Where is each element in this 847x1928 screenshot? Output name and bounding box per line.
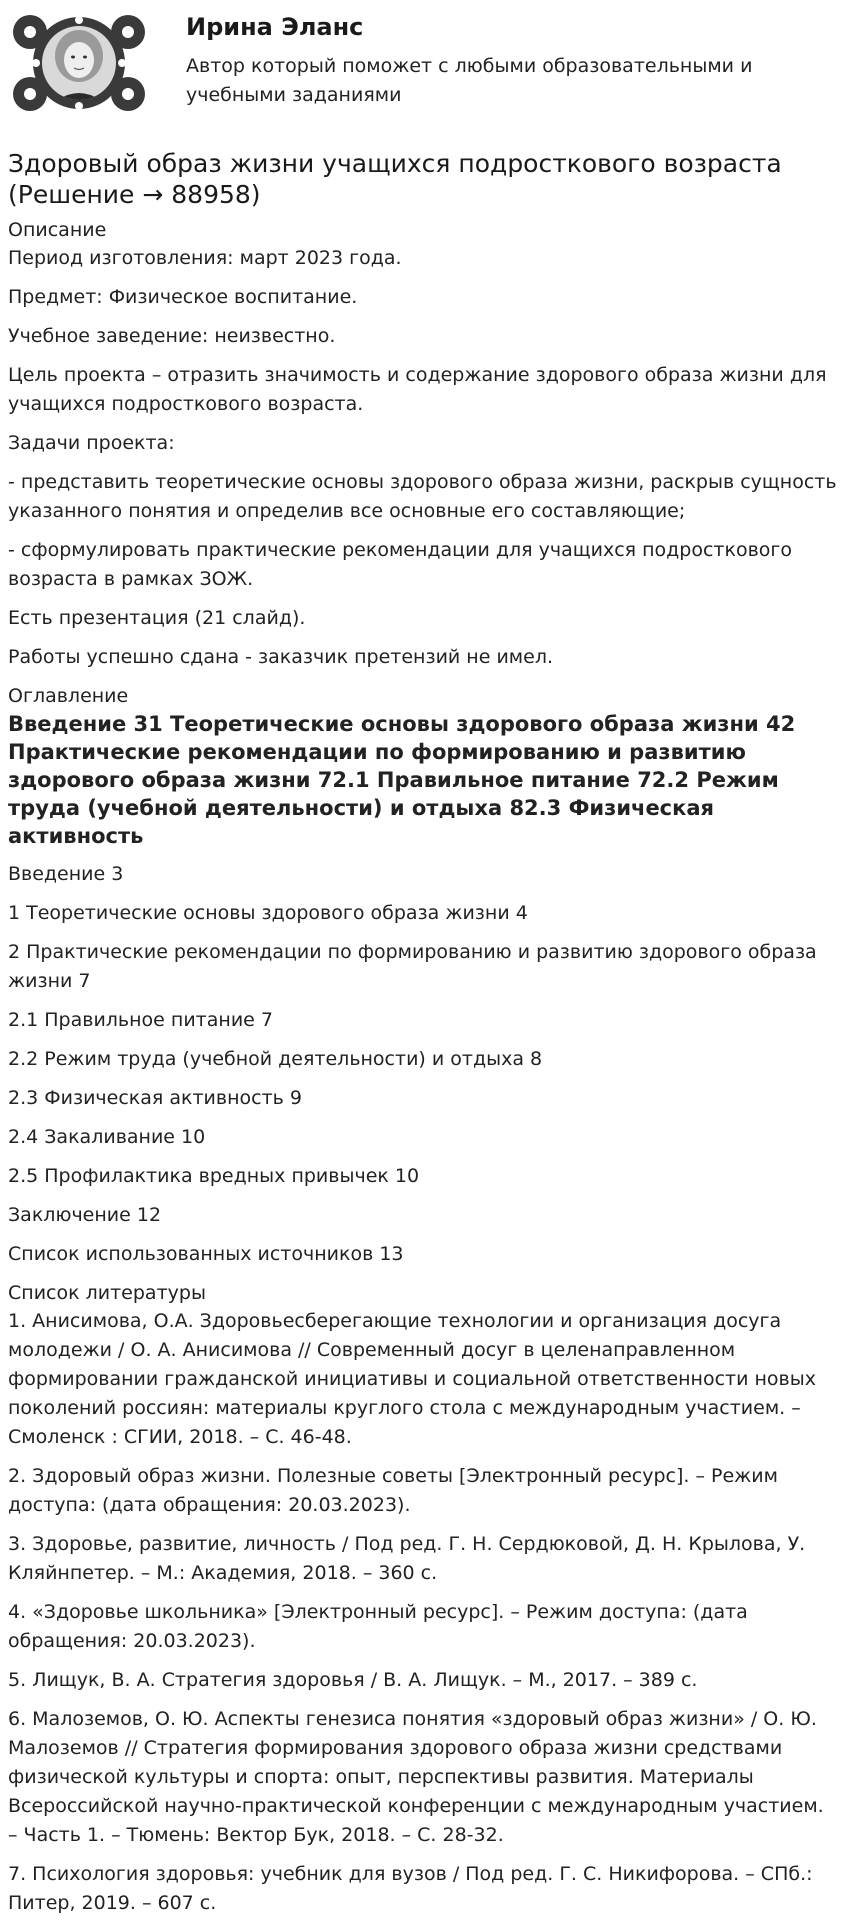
toc-item: 2.4 Закаливание 10: [8, 1126, 206, 1148]
toc-heading: Введение 31 Теоретические основы здорового образа жизни 42 Практические рекомендации по формированию и развитию здорового образа жизни 72.1 Правильное питание 72.2 Режим труда (учебной деятельности) и отдыха 82.3 Физическая активность: [8, 712, 796, 848]
toc-list: [8, 860, 838, 1269]
reference-item: 2. Здоровый образ жизни. Полезные советы [Электронный ресурс]. – Режим доступа: (дата обращения: 20.03.2023).: [8, 1465, 778, 1516]
author-avatar: [8, 8, 150, 118]
description-paragraph: Задачи проекта:: [8, 432, 175, 454]
toc-item: 1 Теоретические основы здорового образа жизни 4: [8, 902, 528, 924]
reference-item: 5. Лищук, В. А. Стратегия здоровья / В. А. Лищук. – М., 2017. – 389 с.: [8, 1669, 698, 1691]
toc-item: Список использованных источников 13: [8, 1243, 404, 1265]
toc-item: Введение 3: [8, 863, 124, 885]
description-paragraph: - сформулировать практические рекомендации для учащихся подросткового возраста в рамках ЗОЖ.: [8, 539, 793, 590]
work-title: Здоровый образ жизни учащихся подросткового возраста (Решение → 88958): [8, 149, 782, 209]
reference-item: 3. Здоровье, развитие, личность / Под ред. Г. Н. Сердюковой, Д. Н. Крылова, У. Кляйнпетер. – М.: Академия, 2018. – 360 с.: [8, 1533, 806, 1584]
author-description: Автор который поможет с любыми образовательными и учебными заданиями: [186, 55, 753, 106]
description-section: [8, 244, 838, 672]
reference-item: 6. Малоземов, О. Ю. Аспекты генезиса понятия «здоровый образ жизни» / О. Ю. Малоземов // Стратегия формирования здорового образа жизни средствами физической культуры и спорта: опыт, перспективы развития. Материалы Всероссийской научно-практической конференции с международным участием. – Часть 1. – Тюмень: Вектор Бук, 2018. – С. 28-32.: [8, 1708, 824, 1846]
description-paragraph: - представить теоретические основы здорового образа жизни, раскрыв сущность указанного понятия и определив все основные его составляющие;: [8, 471, 837, 522]
toc-item: 2.1 Правильное питание 7: [8, 1009, 273, 1031]
references-list: [8, 1307, 838, 1918]
description-paragraph: Предмет: Физическое воспитание.: [8, 286, 358, 308]
reference-item: 7. Психология здоровья: учебник для вузов / Под ред. Г. С. Никифорова. – СПб.: Питер, 2019. – 607 с.: [8, 1863, 813, 1914]
reference-item: 4. «Здоровье школьника» [Электронный ресурс]. – Режим доступа: (дата обращения: 20.03.2023).: [8, 1601, 748, 1652]
references-label: Список литературы: [8, 1282, 206, 1304]
description-paragraph: Период изготовления: март 2023 года.: [8, 247, 402, 269]
toc-item: 2 Практические рекомендации по формированию и развитию здорового образа жизни 7: [8, 941, 817, 992]
description-paragraph: Учебное заведение: неизвестно.: [8, 325, 336, 347]
description-paragraph: Цель проекта – отразить значимость и содержание здорового образа жизни для учащихся подросткового возраста.: [8, 364, 827, 415]
author-header: [0, 0, 847, 125]
description-paragraph: Работы успешно сдана - заказчик претензий не имел.: [8, 646, 554, 668]
description-paragraph: Есть презентация (21 слайд).: [8, 607, 306, 629]
toc-item: 2.2 Режим труда (учебной деятельности) и отдыха 8: [8, 1048, 543, 1070]
work-content: [8, 148, 838, 1928]
toc-item: Заключение 12: [8, 1204, 162, 1226]
reference-item: 1. Анисимова, О.А. Здоровьесберегающие технологии и организация досуга молодежи / О. А. Анисимова // Современный досуг в целенаправленном формировании гражданской инициативы и социальной ответственности новых поколений россиян: материалы круглого стола с международным участием. – Смоленск : СГИИ, 2018. – С. 46-48.: [8, 1310, 817, 1448]
toc-label: Оглавление: [8, 685, 129, 707]
toc-item: 2.5 Профилактика вредных привычек 10: [8, 1165, 420, 1187]
toc-item: 2.3 Физическая активность 9: [8, 1087, 302, 1109]
description-label: Описание: [8, 219, 107, 241]
author-name: Ирина Эланс: [186, 13, 364, 41]
